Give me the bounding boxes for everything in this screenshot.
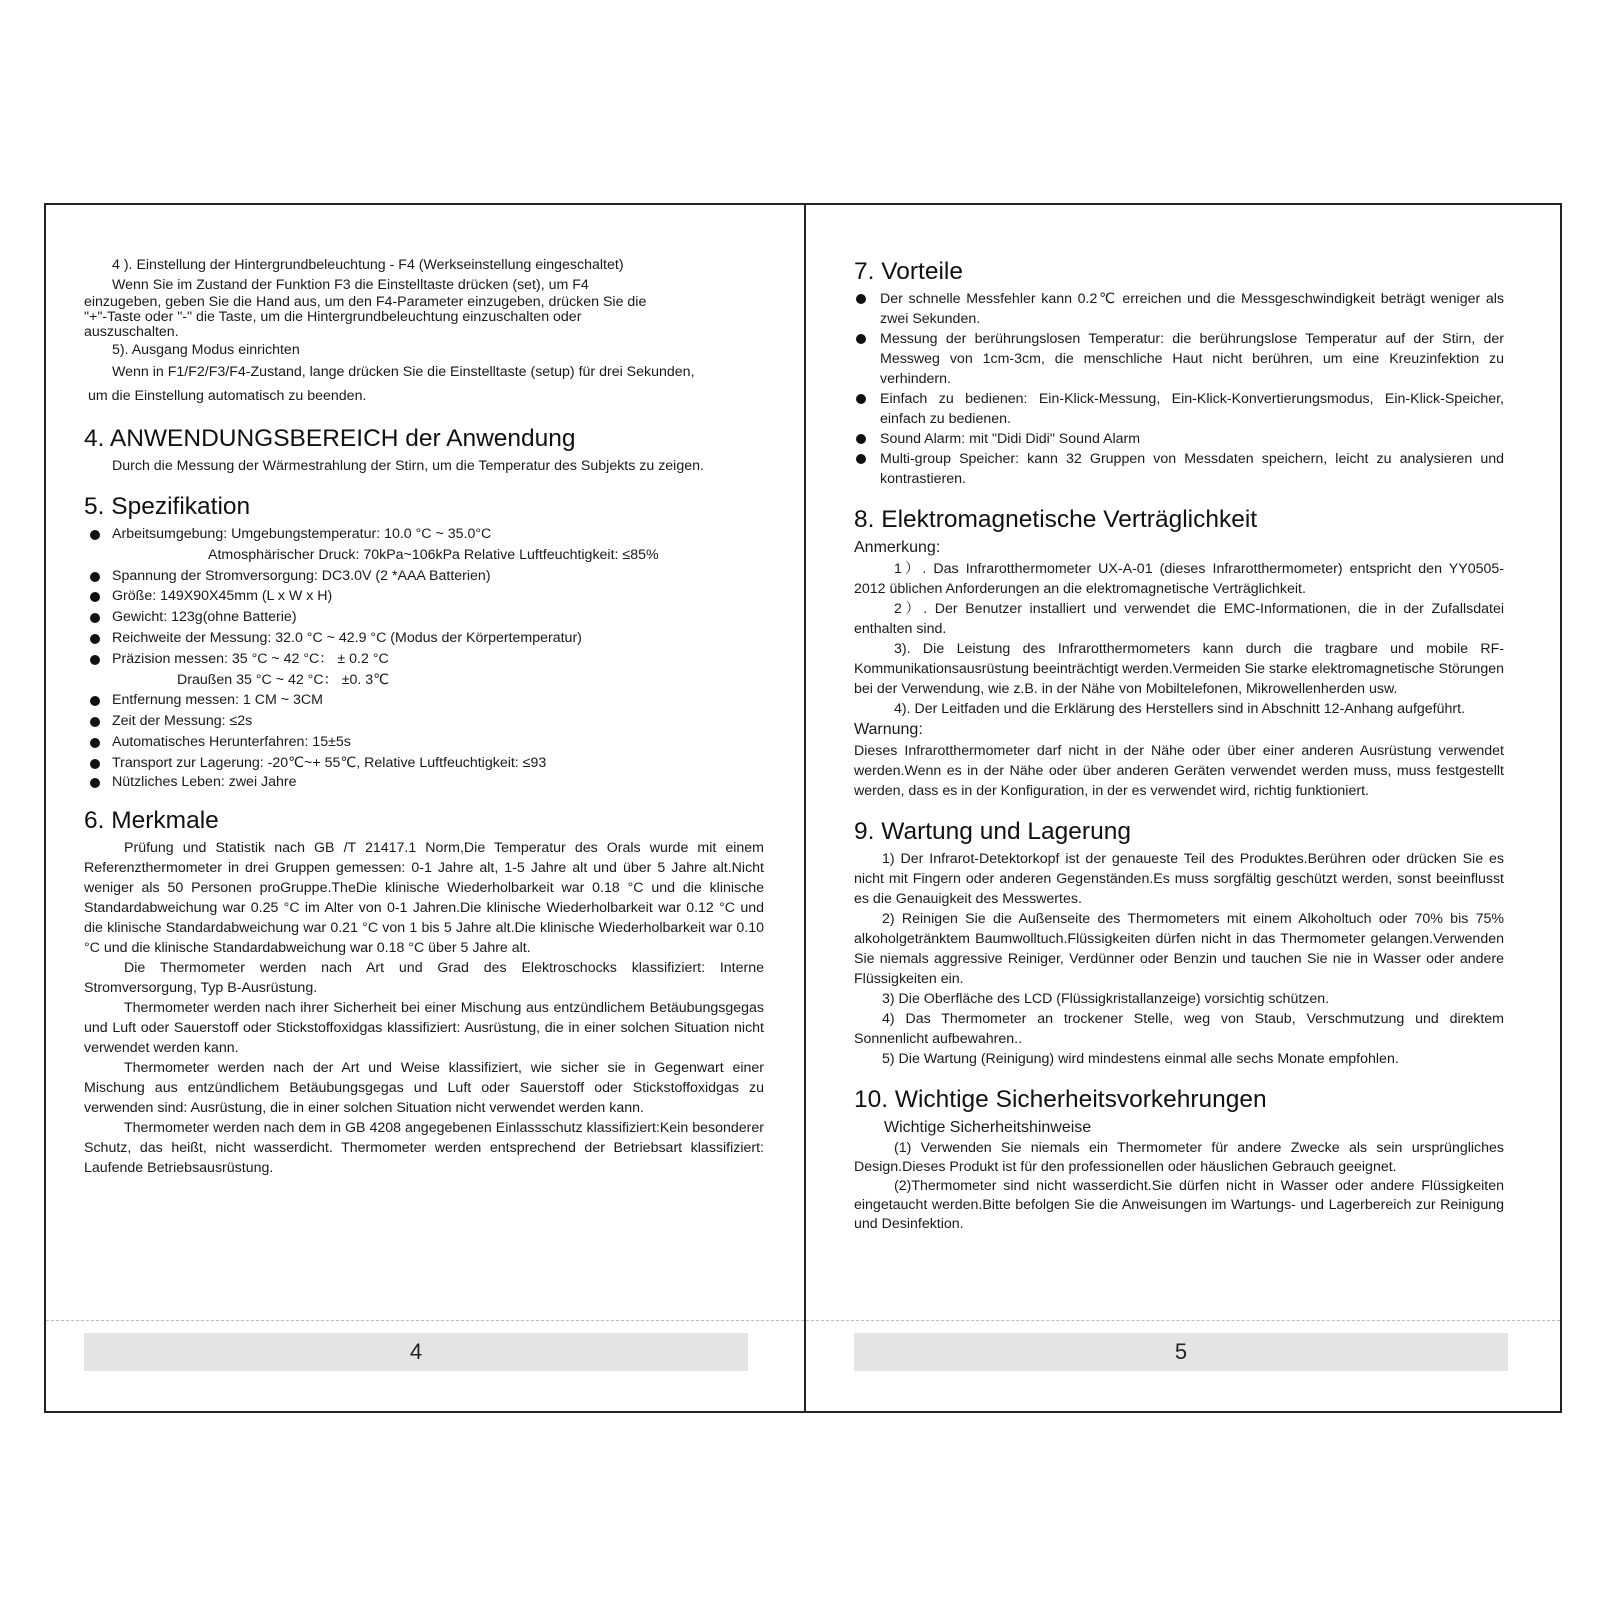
section-5-title: 5. Spezifikation xyxy=(84,493,251,520)
maintenance-item-1: 1) Der Infrarot-Detektorkopf ist der genaueste Teil des Produktes.Berühren oder drücken Sie es nicht mit Fingern oder anderen Gegenständen.Es muss sorgfältig geschützt werden, sonst beeinflusst es die Genauigkeit des Messwertes. xyxy=(854,851,1504,907)
maintenance-item-5: 5) Die Wartung (Reinigung) wird mindestens einmal alle sechs Monate empfohlen. xyxy=(882,1051,1399,1067)
spec-list xyxy=(84,524,764,790)
bullet-icon xyxy=(856,454,866,464)
section-4-title: 4. ANWENDUNGSBEREICH der Anwendung xyxy=(84,425,576,452)
advantage-item: Der schnelle Messfehler kann 0.2℃ erreichen und die Messgeschwindigkeit beträgt weniger als zwei Sekunden. xyxy=(854,289,1504,329)
bullet-icon xyxy=(90,696,100,706)
spec-subitem: Draußen 35 °C ~ 42 °C： ±0. 3℃ xyxy=(177,671,390,688)
bullet-icon xyxy=(90,759,100,769)
bullet-icon xyxy=(90,592,100,602)
advantage-item: Multi-group Speicher: kann 32 Gruppen von Messdaten speichern, leicht zu analysieren und kontrastieren. xyxy=(854,449,1504,489)
safety-item-1: (1) Verwenden Sie niemals ein Thermometer für andere Zwecke als sein ursprüngliches Design.Dieses Produkt ist für den professionellen oder häuslichen Gebrauch geeignet. xyxy=(854,1140,1504,1175)
bullet-icon xyxy=(856,334,866,344)
backlight-text-1: Wenn Sie im Zustand der Funktion F3 die Einstelltaste drücken (set), um F4 xyxy=(112,277,589,293)
spec-item: Entfernung messen: 1 CM ~ 3CM xyxy=(84,690,764,711)
manual-spread xyxy=(44,203,1562,1413)
features-paragraph-5: Thermometer werden nach dem in GB 4208 angegebenen Einlassschutz klassifiziert:Kein besonderer Schutz, das heißt, nicht wasserdicht. Thermometer werden entsprechend der Betriebsart klassifiziert: Laufende Betriebsausrüstung. xyxy=(84,1119,764,1176)
warning-text: Dieses Infrarotthermometer darf nicht in der Nähe oder über einer anderen Ausrüstung verwendet werden.Wenn es in der Nähe oder über anderen Geräten verwendet werden muss, muss festgestellt werden, dass es in der Konfiguration, in der es verwendet wird, richtig funktioniert. xyxy=(854,743,1504,799)
features-paragraph-1: Prüfung und Statistik nach GB /T 21417.1 Norm,Die Temperatur des Orals wurde mit einem Referenzthermometer in drei Gruppen gemessen: 0-1 Jahre alt, 1-5 Jahre alt und über 5 Jahre alt.Nicht weniger als 50 Personen proGruppe.TheDie klinische Wiederholbarkeit war 0.18 °C und die klinische Standardabweichung war 0.25 °C im Alter von 0-1 Jahren.Die klinische Wiederholbarkeit war 0.12 °C und die klinische Standardabweichung war 0.21 °C von 1 bis 5 Jahre alt.Die klinische Wiederholbarkeit war 0.10 °C und die klinische Standardabweichung war 0.18 °C über 5 Jahre alt. xyxy=(84,839,764,956)
maintenance-item-4: 4) Das Thermometer an trockener Stelle, weg von Staub, Verschmutzung und direktem Sonnenlicht aufbewahren.. xyxy=(854,1011,1504,1047)
spec-item: Größe: 149X90X45mm (L x W x H) xyxy=(84,586,764,607)
bullet-icon xyxy=(856,434,866,444)
maintenance-item-2: 2) Reinigen Sie die Außenseite des Thermometers mit einem Alkoholtuch oder 70% bis 75% alkoholgetränktem Baumwolltuch.Flüssigkeiten dürfen nicht in das Thermometer gelangen.Verwenden Sie niemals aggressive Reiniger, Verdünner oder Benzin und tauchen Sie nie in Wasser oder andere Flüssigkeiten ein. xyxy=(854,911,1504,987)
backlight-text-3: "+"-Taste oder "-" die Taste, um die Hintergrundbeleuchtung einzuschalten oder xyxy=(84,309,582,325)
spec-item: Reichweite der Messung: 32.0 °C ~ 42.9 °C (Modus der Körpertemperatur) xyxy=(84,628,764,649)
advantage-item: Sound Alarm: mit "Didi Didi" Sound Alarm xyxy=(854,429,1504,449)
emc-note-3: 3). Die Leistung des Infrarotthermometers kann durch die tragbare und mobile RF-Kommunikationsausrüstung beeinträchtigt werden.Vermeiden Sie starke elektromagnetische Störungen bei der Verwendung, wie z.B. in der Nähe von Mobiltelefonen, Mikrowellenherden usw. xyxy=(854,641,1504,697)
bullet-icon xyxy=(90,572,100,582)
advantage-item: Messung der berührungslosen Temperatur: die berührungslose Temperatur auf der Stirn, der Messweg von 1cm-3cm, die menschliche Haut nicht berühren, um eine Kreuzinfektion zu verhindern. xyxy=(854,329,1504,389)
bullet-icon xyxy=(90,717,100,727)
bullet-icon xyxy=(90,738,100,748)
advantage-item: Einfach zu bedienen: Ein-Klick-Messung, Ein-Klick-Konvertierungsmodus, Ein-Klick-Speicher, einfach zu bedienen. xyxy=(854,389,1504,429)
spec-item: Spannung der Stromversorgung: DC3.0V (2 *AAA Batterien) xyxy=(84,566,764,587)
spec-item: Automatisches Herunterfahren: 15±5s xyxy=(84,732,764,753)
section-7-title: 7. Vorteile xyxy=(854,258,963,285)
emc-note-2: 2）. Der Benutzer installiert und verwendet die EMC-Informationen, die in der Zufallsdatei enthalten sind. xyxy=(854,601,1504,637)
spec-item: Nützliches Leben: zwei Jahre xyxy=(84,774,764,790)
spec-item: Zeit der Messung: ≤2s xyxy=(84,711,764,732)
spec-subitem: Atmosphärischer Druck: 70kPa~106kPa Relative Luftfeuchtigkeit: ≤85% xyxy=(208,546,659,563)
bullet-icon xyxy=(856,394,866,404)
safety-subheading: Wichtige Sicherheitshinweise xyxy=(884,1119,1092,1136)
spec-item: Transport zur Lagerung: -20℃~+ 55℃, Relative Luftfeuchtigkeit: ≤93 xyxy=(84,753,764,774)
section-4-text: Durch die Messung der Wärmestrahlung der Stirn, um die Temperatur des Subjekts zu zeigen. xyxy=(112,458,704,474)
features-paragraph-4: Thermometer werden nach der Art und Weise klassifiziert, wie sicher sie in Gegenwart einer Mischung aus entzündlichem Betäubungsgegas und Luft oder Sauerstoff oder Stickstoffoxidgas zu verwenden sind: Ausrüstung, die in einer solchen Situation nicht verwendet werden kann. xyxy=(84,1059,764,1116)
exit-mode-text-1: Wenn in F1/F2/F3/F4-Zustand, lange drücken Sie die Einstelltaste (setup) für drei Sekunden, xyxy=(112,364,695,380)
bullet-icon xyxy=(90,778,100,788)
page-left-content xyxy=(84,255,764,1178)
spec-item: Gewicht: 123g(ohne Batterie) xyxy=(84,607,764,628)
section-6-title: 6. Merkmale xyxy=(84,806,219,834)
spec-item: Arbeitsumgebung: Umgebungstemperatur: 10.0 °C ~ 35.0°C xyxy=(84,524,764,545)
page-number-left: 4 xyxy=(84,1333,748,1371)
emc-note-1: 1）. Das Infrarotthermometer UX-A-01 (dieses Infrarotthermometer) entspricht den YY0505-2012 üblichen Anforderungen an die elektromagnetische Verträglichkeit. xyxy=(854,561,1504,597)
section-8-title: 8. Elektromagnetische Verträglichkeit xyxy=(854,506,1258,533)
page-number-right: 5 xyxy=(854,1333,1508,1371)
features-paragraph-2: Die Thermometer werden nach Art und Grad des Elektroschocks klassifiziert: Interne Stromversorgung, Typ B-Ausrüstung. xyxy=(84,959,764,996)
features-paragraph-3: Thermometer werden nach ihrer Sicherheit bei einer Mischung aus entzündlichem Betäubungsgegas und Luft oder Sauerstoff oder Stickstoffoxidgas klassifiziert: Ausrüstung, die in einer solchen Situation nicht verwendet werden kann. xyxy=(84,999,764,1056)
footer-divider xyxy=(806,1320,1560,1321)
page-right-content xyxy=(854,255,1504,1234)
warning-label: Warnung: xyxy=(854,721,923,738)
spec-item: Präzision messen: 35 °C ~ 42 °C： ± 0.2 °C xyxy=(84,649,764,670)
backlight-heading: 4 ). Einstellung der Hintergrundbeleuchtung - F4 (Werkseinstellung eingeschaltet) xyxy=(112,257,624,273)
bullet-icon xyxy=(90,613,100,623)
page-right xyxy=(806,205,1560,1411)
backlight-text-2: einzugeben, geben Sie die Hand aus, um den F4-Parameter einzugeben, drücken Sie die xyxy=(84,294,647,310)
section-9-title: 9. Wartung und Lagerung xyxy=(854,818,1131,845)
bullet-icon xyxy=(856,294,866,304)
bullet-icon xyxy=(90,655,100,665)
page-left xyxy=(46,205,806,1411)
exit-mode-text-2: um die Einstellung automatisch zu beenden. xyxy=(88,388,367,404)
footer-divider xyxy=(46,1320,804,1321)
maintenance-item-3: 3) Die Oberfläche des LCD (Flüssigkristallanzeige) vorsichtig schützen. xyxy=(882,991,1330,1007)
emc-note-4: 4). Der Leitfaden und die Erklärung des Herstellers sind in Abschnitt 12-Anhang aufgeführt. xyxy=(894,701,1465,717)
section-10-title: 10. Wichtige Sicherheitsvorkehrungen xyxy=(854,1086,1267,1113)
backlight-text-4: auszuschalten. xyxy=(84,324,179,340)
safety-item-2: (2)Thermometer sind nicht wasserdicht.Sie dürfen nicht in Wasser oder andere Flüssigkeiten eingetaucht werden.Bitte befolgen Sie die Anweisungen im Wartungs- und Lagerbereich zur Reinigung und Desinfektion. xyxy=(854,1178,1504,1232)
bullet-icon xyxy=(90,530,100,540)
exit-mode-heading: 5). Ausgang Modus einrichten xyxy=(112,342,300,358)
note-label: Anmerkung: xyxy=(854,539,941,556)
bullet-icon xyxy=(90,634,100,644)
